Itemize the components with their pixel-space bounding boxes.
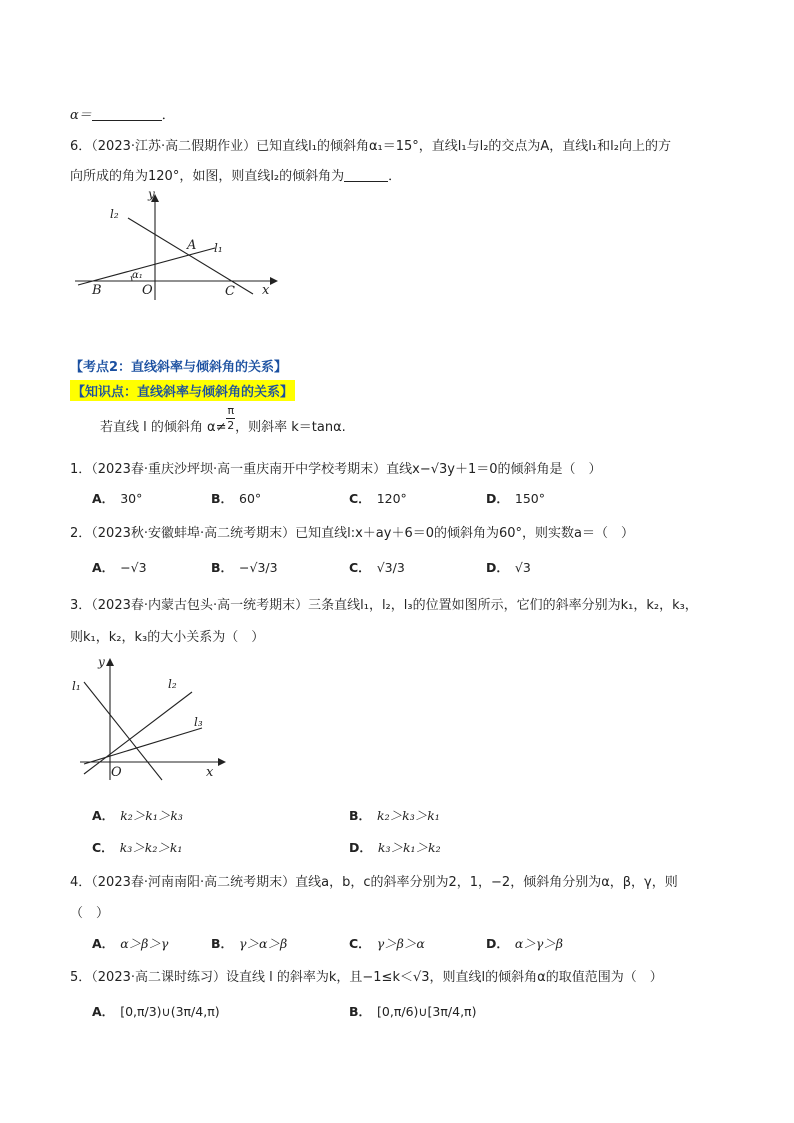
answer-prefix: α＝ (70, 108, 92, 123)
q4-option-b-label: B． (211, 936, 234, 951)
q6-label-x: x (262, 283, 270, 298)
q5-stem: 5．（2023·高二课时练习）设直线 l 的斜率为k，且−1≤k＜√3，则直线l的倾斜角α的取值范围为（ ） (70, 970, 663, 985)
q3-option-a-label: A． (92, 808, 115, 823)
q5-option-a-label: A． (92, 1004, 115, 1019)
q3-option-c-text: k₃＞k₂＞k₁ (119, 840, 183, 855)
q6-label-A: A (187, 238, 197, 253)
q3-option-a-text: k₂＞k₁＞k₃ (120, 808, 183, 823)
q6-line-l1 (78, 248, 215, 285)
q6-x-arrow (270, 277, 278, 285)
zhishi-text-prefix: 若直线 l 的倾斜角 α≠ (100, 420, 227, 435)
zhishi-text (100, 404, 346, 433)
q1-option-b-label: B． (211, 491, 234, 506)
q1-option-d-text: 150° (514, 491, 545, 506)
q5-option-b-label: B． (349, 1004, 372, 1019)
q4-option-b-text: γ＞α＞β (239, 936, 288, 951)
q6-stem-line1: 6．（2023·江苏·高二假期作业）已知直线l₁的倾斜角α₁＝15°，直线l₁与l₂的交点为A，直线l₁和l₂向上的方 (70, 139, 671, 154)
q2-option-c[interactable] (349, 558, 405, 576)
q3-label-y: y (98, 655, 105, 669)
q6-line2-suffix: ． (388, 169, 402, 184)
q6-answer-blank[interactable] (344, 169, 388, 182)
q3-option-a[interactable] (92, 806, 183, 824)
q4-stem-line1: 4．（2023春·河南南阳·高二统考期末）直线a，b，c的斜率分别为2，1，−2，倾斜角分别为α，β，γ，则 (70, 875, 678, 890)
q4-stem-line2: （ ） (70, 906, 110, 921)
q2-option-a-label: A． (92, 560, 115, 575)
q4-option-c-text: γ＞β＞α (376, 936, 425, 951)
q4-option-b[interactable] (211, 934, 287, 952)
q2-option-a[interactable] (92, 558, 147, 576)
answer-suffix: ． (161, 108, 175, 123)
q4-option-d-label: D． (486, 936, 509, 951)
q1-option-a-text: 30° (120, 491, 143, 506)
q2-option-b-text: −√3/3 (239, 560, 278, 575)
q6-label-y: y (148, 188, 155, 201)
q2-option-d[interactable] (486, 558, 531, 576)
q4-option-a-text: α＞β＞γ (120, 936, 169, 951)
q6-label-O: O (142, 283, 153, 298)
zhishi-frac-num: π (227, 404, 235, 417)
q3-line-l3 (84, 728, 202, 764)
q2-option-d-label: D． (486, 560, 509, 575)
q4-option-a[interactable] (92, 934, 168, 952)
q4-option-d[interactable] (486, 934, 563, 952)
q3-option-b[interactable] (349, 806, 440, 824)
zhishi-fraction (226, 404, 235, 433)
q2-option-a-text: −√3 (120, 560, 147, 575)
q2-option-c-label: C． (349, 560, 371, 575)
q2-option-b[interactable] (211, 558, 278, 576)
q4-option-c-label: C． (349, 936, 371, 951)
q3-label-x: x (206, 765, 214, 780)
q3-label-l2: l₂ (168, 677, 177, 691)
q5-option-a-text: [0,π/3)∪(3π/4,π) (120, 1004, 220, 1019)
q3-x-arrow (218, 758, 226, 766)
q5-option-b[interactable] (349, 1002, 476, 1020)
q4-option-d-text: α＞γ＞β (514, 936, 564, 951)
q3-label-l3: l₃ (194, 715, 203, 729)
q3-option-d[interactable] (349, 838, 441, 856)
q1-option-a[interactable] (92, 489, 142, 507)
q3-label-l1: l₁ (72, 679, 81, 693)
q6-figure (70, 188, 280, 303)
q1-option-b[interactable] (211, 489, 261, 507)
q6-stem-line2 (70, 165, 401, 184)
q3-option-c-label: C． (92, 840, 114, 855)
top-answer-line (70, 104, 175, 123)
q3-option-b-text: k₂＞k₃＞k₁ (377, 808, 440, 823)
q3-option-c[interactable] (92, 838, 182, 856)
q3-stem-line2: 则k₁，k₂，k₃的大小关系为（ ） (70, 630, 265, 645)
q2-option-c-text: √3/3 (376, 560, 405, 575)
q1-option-c[interactable] (349, 489, 407, 507)
q3-option-d-label: D． (349, 840, 372, 855)
q3-option-d-text: k₃＞k₁＞k₂ (377, 840, 441, 855)
q1-stem: 1．（2023春·重庆沙坪坝·高一重庆南开中学校考期末）直线x−√3y＋1＝0的倾斜角是（ ） (70, 462, 602, 477)
q1-option-c-label: C． (349, 491, 371, 506)
q6-label-alpha1: α₁ (132, 270, 143, 281)
q2-stem: 2．（2023秋·安徽蚌埠·高二统考期末）已知直线l:x＋ay＋6＝0的倾斜角为60°，则实数a＝（ ） (70, 526, 635, 541)
q2-option-d-text: √3 (514, 560, 531, 575)
answer-blank[interactable] (92, 108, 162, 121)
q6-label-l2: l₂ (110, 207, 119, 221)
q1-option-d[interactable] (486, 489, 545, 507)
q3-stem-line1: 3．（2023春·内蒙古包头·高一统考期末）三条直线l₁，l₂，l₃的位置如图所示，它们的斜率分别为k₁，k₂，k₃， (70, 598, 698, 613)
q5-option-a[interactable] (92, 1002, 220, 1020)
q4-option-a-label: A． (92, 936, 115, 951)
q3-figure (70, 652, 230, 787)
q3-y-arrow (106, 658, 114, 666)
q6-label-B: B (92, 283, 102, 298)
q6-label-l1: l₁ (214, 241, 223, 255)
q1-option-d-label: D． (486, 491, 509, 506)
q5-option-b-text: [0,π/6)∪[3π/4,π) (377, 1004, 477, 1019)
q4-option-c[interactable] (349, 934, 425, 952)
q2-option-b-label: B． (211, 560, 234, 575)
zhishi-text-suffix: ，则斜率 k＝tanα. (235, 420, 346, 435)
q1-option-a-label: A． (92, 491, 115, 506)
zhishi-frac-den: 2 (227, 419, 235, 432)
q1-option-b-text: 60° (239, 491, 262, 506)
q6-label-C: C (225, 284, 235, 299)
q3-option-b-label: B． (349, 808, 372, 823)
kaodian-title: 【考点2：直线斜率与倾斜角的关系】 (70, 360, 288, 375)
q3-label-O: O (111, 765, 122, 780)
zhishi-title: 【知识点：直线斜率与倾斜角的关系】 (70, 380, 295, 401)
q1-option-c-text: 120° (376, 491, 407, 506)
q6-line2-text: 向所成的角为120°，如图，则直线l₂的倾斜角为 (70, 169, 345, 184)
